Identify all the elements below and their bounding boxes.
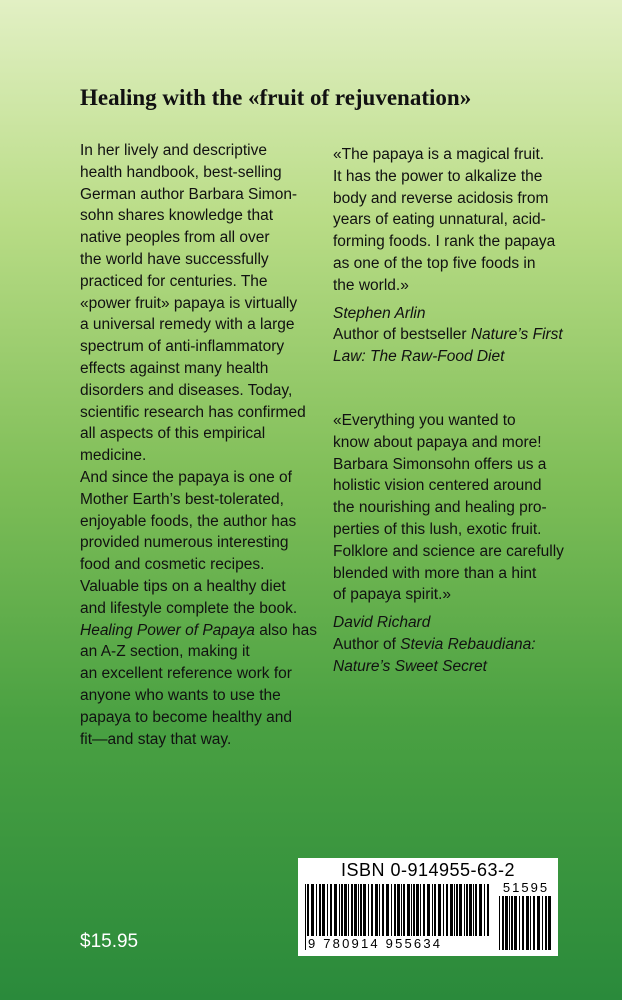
barcode-bar: [548, 896, 551, 950]
quote-credit: [333, 634, 565, 656]
quote-line: perties of this lush, exotic fruit.: [333, 520, 542, 538]
barcode-bar: [522, 896, 524, 950]
barcode-bar: [511, 896, 513, 950]
barcode-bar: [519, 896, 520, 950]
barcode-bar: [545, 896, 547, 950]
quote-line: «Everything you wanted to: [333, 411, 516, 429]
price-label: $15.95: [80, 931, 139, 952]
description-text: also has: [254, 621, 317, 639]
quote-author: David Richard: [333, 614, 431, 632]
description-column: [80, 140, 330, 750]
testimonial-quote-2: [333, 410, 565, 606]
barcode-bar: [542, 896, 543, 950]
barcode-bar: [514, 896, 517, 950]
description-line: an A-Z section, making it: [80, 643, 250, 661]
barcode-bar: [530, 896, 531, 950]
isbn-number: ISBN 0-914955-63-2: [340, 860, 516, 880]
quote-credit: [333, 324, 565, 346]
description-line: provided numerous interesting: [80, 534, 289, 552]
description-line: anyone who wants to use the: [80, 686, 281, 704]
quote-line: body and reverse acidosis from: [333, 189, 549, 207]
credit-book-title: Nature’s Sweet Secret: [333, 657, 487, 675]
description-line: sohn shares knowledge that: [80, 207, 274, 225]
isbn-barcode: [298, 858, 558, 956]
ean-digits: 9 780914 955634: [306, 936, 494, 952]
quote-line: as one of the top five foods in: [333, 254, 536, 272]
testimonial-quote-1: [333, 144, 565, 297]
description-line: papaya to become healthy and: [80, 708, 292, 726]
description-line: all aspects of this empirical: [80, 425, 266, 443]
description-line: medicine.: [80, 447, 147, 465]
description-line: an excellent reference work for: [80, 665, 292, 683]
credit-book-title: Law: The Raw-Food Diet: [333, 348, 505, 366]
description-line: Valuable tips on a healthy diet: [80, 577, 286, 595]
quote-line: the nourishing and healing pro-: [333, 499, 547, 517]
quote-line: of papaya spirit.»: [333, 586, 452, 604]
description-line: a universal remedy with a large: [80, 316, 295, 334]
book-title: Healing Power of Papaya: [80, 621, 255, 639]
description-line: disorders and diseases. Today,: [80, 381, 293, 399]
quote-line: blended with more than a hint: [333, 564, 537, 582]
cover-headline: Healing with the «fruit of rejuvenation»: [80, 85, 472, 110]
price-addon-digits: 51595: [502, 880, 550, 895]
description-line: food and cosmetic recipes.: [80, 556, 265, 574]
credit-prefix: Author of: [333, 635, 401, 653]
barcode-bar: [505, 896, 508, 950]
credit-book-title: Stevia Rebaudiana:: [400, 635, 536, 653]
credit-book-title: Nature’s First: [470, 326, 563, 344]
barcode-bar: [499, 896, 500, 950]
quote-line: years of eating unnatural, acid-: [333, 211, 546, 229]
quote-line: know about papaya and more!: [333, 433, 542, 451]
description-line: scientific research has confirmed: [80, 403, 306, 421]
description-line: [80, 620, 330, 642]
quote-line: forming foods. I rank the papaya: [333, 233, 556, 251]
spacer: [333, 368, 565, 410]
description-line: enjoyable foods, the author has: [80, 512, 297, 530]
quote-line: Barbara Simonsohn offers us a: [333, 455, 547, 473]
description-line: the world have successfully: [80, 250, 269, 268]
testimonials-column: [333, 144, 565, 678]
quote-line: It has the power to alkalize the: [333, 167, 543, 185]
quote-line: the world.»: [333, 276, 409, 294]
barcode-bar: [509, 896, 510, 950]
barcode-bar: [537, 896, 540, 950]
description-line: and lifestyle complete the book.: [80, 599, 298, 617]
description-line: And since the papaya is one of: [80, 468, 292, 486]
barcode-bar: [502, 896, 504, 950]
description-line: practiced for centuries. The: [80, 272, 268, 290]
quote-line: holistic vision centered around: [333, 477, 542, 495]
barcode-bar: [526, 896, 529, 950]
description-line: health handbook, best-selling: [80, 163, 282, 181]
barcode-bar: [533, 896, 535, 950]
quote-line: Folklore and science are carefully: [333, 542, 564, 560]
description-line: native peoples from all over: [80, 229, 270, 247]
credit-prefix: Author of bestseller: [333, 326, 471, 344]
description-line: In her lively and descriptive: [80, 142, 267, 159]
addon-barcode-bars: [498, 896, 554, 950]
quote-author: Stephen Arlin: [333, 304, 426, 322]
description-line: «power fruit» papaya is virtually: [80, 294, 298, 312]
description-line: Mother Earth’s best-tolerated,: [80, 490, 284, 508]
description-line: German author Barbara Simon-: [80, 185, 298, 203]
description-line: fit—and stay that way.: [80, 730, 232, 748]
description-line: spectrum of anti-inflammatory: [80, 338, 285, 356]
description-line: effects against many health: [80, 359, 269, 377]
quote-line: «The papaya is a magical fruit.: [333, 146, 545, 163]
